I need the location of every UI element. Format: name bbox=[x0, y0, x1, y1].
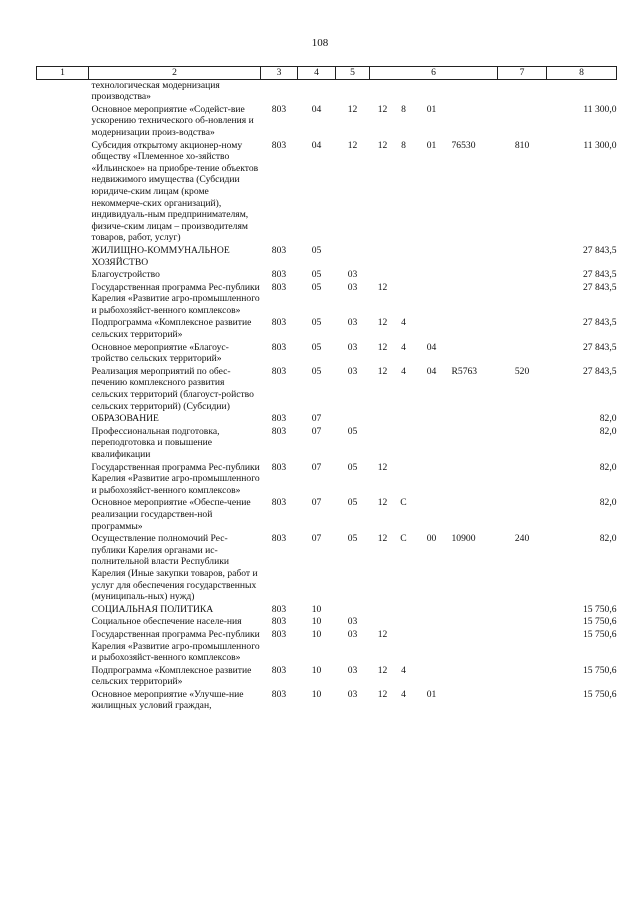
column-header-5: 5 bbox=[336, 67, 370, 80]
section-code-cell: 10 bbox=[311, 628, 322, 640]
table-header-row bbox=[37, 67, 617, 80]
section-code-cell: 05 bbox=[311, 281, 322, 293]
direction-code-cell bbox=[452, 425, 498, 461]
expense-type-cell: 810 bbox=[514, 139, 530, 151]
admin-code-cell: 803 bbox=[271, 413, 287, 425]
expense-type-cell bbox=[498, 244, 547, 268]
amount-cell: 27 843,5 bbox=[582, 269, 617, 281]
subprogram-code-cell bbox=[396, 461, 412, 497]
section-code-cell: 10 bbox=[311, 688, 322, 700]
measure-code-cell: 01 bbox=[426, 103, 437, 115]
amount-cell: 15 750,6 bbox=[582, 688, 617, 700]
amount-cell: 27 843,5 bbox=[582, 341, 617, 353]
subsection-code-cell bbox=[336, 79, 370, 103]
direction-code-cell bbox=[452, 316, 498, 340]
budget-table bbox=[36, 66, 617, 712]
admin-code-cell: 803 bbox=[271, 688, 287, 700]
measure-code-cell bbox=[412, 412, 452, 425]
row-name-cell: Профессиональная подготовка, переподготовка и повышение квалификации bbox=[91, 425, 220, 460]
admin-code-cell: 803 bbox=[271, 269, 287, 281]
subsection-code-cell: 03 bbox=[347, 317, 358, 329]
admin-code-cell: 803 bbox=[271, 461, 287, 473]
measure-code-cell bbox=[412, 461, 452, 497]
section-code-cell: 10 bbox=[311, 603, 322, 615]
direction-code-cell bbox=[452, 281, 498, 317]
table-row bbox=[37, 412, 617, 425]
program-code-cell: 12 bbox=[377, 688, 388, 700]
direction-code-cell: 10900 bbox=[451, 533, 476, 545]
program-code-cell: 12 bbox=[377, 317, 388, 329]
subsection-code-cell: 03 bbox=[347, 341, 358, 353]
admin-code-cell bbox=[261, 79, 298, 103]
row-name-cell: Подпрограмма «Комплексное развитие сельских территорий» bbox=[91, 317, 252, 341]
subsection-code-cell: 03 bbox=[347, 281, 358, 293]
measure-code-cell bbox=[412, 425, 452, 461]
measure-code-cell bbox=[412, 316, 452, 340]
direction-code-cell bbox=[452, 103, 498, 139]
expense-type-cell bbox=[498, 412, 547, 425]
measure-code-cell bbox=[412, 664, 452, 688]
program-code-cell bbox=[370, 615, 396, 628]
row-name-cell: Основное мероприятие «Улучше-ние жилищных условий граждан, bbox=[91, 688, 244, 712]
amount-cell: 27 843,5 bbox=[582, 317, 617, 329]
program-code-cell: 12 bbox=[377, 281, 388, 293]
expense-type-cell bbox=[498, 615, 547, 628]
row-name-cell: технологическая модернизация производства» bbox=[91, 79, 220, 103]
table-row bbox=[37, 341, 617, 365]
subprogram-code-cell bbox=[396, 425, 412, 461]
amount-cell: 15 750,6 bbox=[582, 603, 617, 615]
expense-type-cell bbox=[498, 496, 547, 532]
expense-type-cell bbox=[498, 664, 547, 688]
admin-code-cell: 803 bbox=[271, 425, 287, 437]
table-row bbox=[37, 628, 617, 664]
subprogram-code-cell: 8 bbox=[401, 139, 406, 151]
admin-code-cell: 803 bbox=[271, 139, 287, 151]
section-code-cell: 10 bbox=[311, 664, 322, 676]
subsection-code-cell: 03 bbox=[347, 628, 358, 640]
subsection-code-cell bbox=[336, 603, 370, 616]
subprogram-code-cell: 4 bbox=[401, 365, 406, 377]
measure-code-cell: 01 bbox=[426, 139, 437, 151]
amount-cell: 27 843,5 bbox=[582, 365, 617, 377]
subprogram-code-cell bbox=[396, 79, 412, 103]
measure-code-cell bbox=[412, 268, 452, 281]
direction-code-cell bbox=[452, 341, 498, 365]
program-code-cell: 12 bbox=[377, 341, 388, 353]
amount-cell: 82,0 bbox=[599, 533, 617, 545]
table-row bbox=[37, 79, 617, 103]
expense-type-cell: 520 bbox=[514, 365, 530, 377]
measure-code-cell bbox=[412, 281, 452, 317]
column-header-7: 7 bbox=[498, 67, 547, 80]
subprogram-code-cell bbox=[396, 628, 412, 664]
amount-cell: 11 300,0 bbox=[583, 139, 617, 151]
program-code-cell: 12 bbox=[377, 461, 388, 473]
table-row bbox=[37, 461, 617, 497]
subprogram-code-cell bbox=[396, 412, 412, 425]
admin-code-cell: 803 bbox=[271, 497, 287, 509]
subsection-code-cell: 05 bbox=[347, 425, 358, 437]
subprogram-code-cell bbox=[396, 281, 412, 317]
table-row bbox=[37, 688, 617, 712]
amount-cell: 82,0 bbox=[599, 413, 617, 425]
row-name-cell: Подпрограмма «Комплексное развитие сельских территорий» bbox=[91, 664, 252, 688]
subprogram-code-cell bbox=[396, 615, 412, 628]
subsection-code-cell: 05 bbox=[347, 497, 358, 509]
subprogram-code-cell: 4 bbox=[401, 664, 406, 676]
amount-cell: 27 843,5 bbox=[582, 244, 617, 256]
page-number: 108 bbox=[311, 37, 329, 49]
table-row bbox=[37, 103, 617, 139]
column-header-2: 2 bbox=[89, 67, 261, 80]
expense-type-cell bbox=[498, 316, 547, 340]
column-header-6: 6 bbox=[370, 67, 498, 80]
subsection-code-cell bbox=[336, 412, 370, 425]
expense-type-cell bbox=[498, 268, 547, 281]
table-row bbox=[37, 664, 617, 688]
table-row bbox=[37, 268, 617, 281]
amount-cell bbox=[547, 79, 617, 103]
program-code-cell bbox=[370, 603, 396, 616]
direction-code-cell bbox=[452, 664, 498, 688]
admin-code-cell: 803 bbox=[271, 281, 287, 293]
admin-code-cell: 803 bbox=[271, 244, 287, 256]
subsection-code-cell bbox=[336, 244, 370, 268]
measure-code-cell: 04 bbox=[426, 365, 437, 377]
program-code-cell: 12 bbox=[377, 533, 388, 545]
table-row bbox=[37, 244, 617, 268]
amount-cell: 15 750,6 bbox=[582, 664, 617, 676]
section-code-cell: 07 bbox=[311, 425, 322, 437]
expense-type-cell bbox=[498, 603, 547, 616]
table-row bbox=[37, 281, 617, 317]
section-code-cell: 07 bbox=[311, 497, 322, 509]
table-row bbox=[37, 139, 617, 244]
row-name-cell: Основное мероприятие «Благоус-тройство сельских территорий» bbox=[91, 341, 229, 365]
program-code-cell: 12 bbox=[377, 497, 388, 509]
subsection-code-cell: 03 bbox=[347, 688, 358, 700]
subprogram-code-cell: 4 bbox=[401, 341, 406, 353]
direction-code-cell bbox=[452, 461, 498, 497]
section-code-cell: 10 bbox=[311, 616, 322, 628]
subsection-code-cell: 05 bbox=[347, 533, 358, 545]
subsection-code-cell: 03 bbox=[347, 616, 358, 628]
amount-cell: 82,0 bbox=[599, 425, 617, 437]
subprogram-code-cell bbox=[396, 268, 412, 281]
section-code-cell: 04 bbox=[311, 103, 322, 115]
amount-cell: 82,0 bbox=[599, 461, 617, 473]
section-code-cell: 05 bbox=[311, 365, 322, 377]
section-code-cell: 05 bbox=[311, 317, 322, 329]
admin-code-cell: 803 bbox=[271, 664, 287, 676]
program-code-cell: 12 bbox=[377, 103, 388, 115]
amount-cell: 27 843,5 bbox=[582, 281, 617, 293]
subsection-code-cell: 03 bbox=[347, 365, 358, 377]
subprogram-code-cell bbox=[396, 244, 412, 268]
row-name-cell: Осуществление полномочий Рес-публики Карелия органами ис-полнительной власти Республики Карелия (Иные закупки товаров, работ и услуг для обеспечения государственных (муниципаль-ных) нужд) bbox=[91, 533, 258, 603]
row-name-cell: Основное мероприятие «Обеспе-чение реализации государствен-ной программы» bbox=[91, 497, 251, 532]
direction-code-cell bbox=[452, 244, 498, 268]
column-header-1: 1 bbox=[37, 67, 89, 80]
column-header-3: 3 bbox=[261, 67, 298, 80]
subsection-code-cell: 03 bbox=[347, 664, 358, 676]
subprogram-code-cell bbox=[396, 603, 412, 616]
amount-cell: 15 750,6 bbox=[582, 628, 617, 640]
measure-code-cell bbox=[412, 496, 452, 532]
row-name-cell: СОЦИАЛЬНАЯ ПОЛИТИКА bbox=[91, 603, 214, 615]
measure-code-cell: 01 bbox=[426, 688, 437, 700]
direction-code-cell bbox=[452, 615, 498, 628]
program-code-cell: 12 bbox=[377, 664, 388, 676]
row-name-cell: Субсидия открытому акционер-ному обществу «Племенное хо-зяйство «Ильинское» на приобре-тение объектов недвижимого имущества (Субсидии юридиче-ским лицам (кроме некоммерче-ских организаций), индивидуаль-ным предпринимателям, физиче-ским лицам – производителям товаров, работ, услуг) bbox=[91, 139, 259, 244]
expense-type-cell bbox=[498, 341, 547, 365]
direction-code-cell bbox=[452, 688, 498, 712]
direction-code-cell bbox=[452, 412, 498, 425]
column-header-8: 8 bbox=[547, 67, 617, 80]
table-row bbox=[37, 615, 617, 628]
measure-code-cell: 04 bbox=[426, 341, 437, 353]
amount-cell: 11 300,0 bbox=[583, 103, 617, 115]
amount-cell: 82,0 bbox=[599, 497, 617, 509]
subsection-code-cell: 12 bbox=[347, 103, 358, 115]
direction-code-cell: 76530 bbox=[451, 139, 476, 151]
admin-code-cell: 803 bbox=[271, 603, 287, 615]
subsection-code-cell: 12 bbox=[347, 139, 358, 151]
subprogram-code-cell: 4 bbox=[401, 317, 406, 329]
row-name-cell: Государственная программа Рес-публики Карелия «Развитие агро-промышленного и рыбохозяйст-венного комплексов» bbox=[91, 461, 260, 496]
section-code-cell bbox=[298, 79, 336, 103]
measure-code-cell bbox=[412, 244, 452, 268]
amount-cell: 15 750,6 bbox=[582, 616, 617, 628]
measure-code-cell bbox=[412, 615, 452, 628]
expense-type-cell bbox=[498, 425, 547, 461]
subsection-code-cell: 03 bbox=[347, 269, 358, 281]
row-name-cell: ЖИЛИЩНО-КОММУНАЛЬНОЕ ХОЗЯЙСТВО bbox=[91, 244, 230, 268]
row-name-cell: Реализация мероприятий по обес-печению комплексного развития сельских территорий (благоуст-ройство сельских территорий) (Субсидии) bbox=[91, 365, 254, 412]
program-code-cell bbox=[370, 412, 396, 425]
section-code-cell: 04 bbox=[311, 139, 322, 151]
direction-code-cell bbox=[452, 496, 498, 532]
measure-code-cell bbox=[412, 628, 452, 664]
table-row bbox=[37, 496, 617, 532]
section-code-cell: 07 bbox=[311, 461, 322, 473]
program-code-cell: 12 bbox=[377, 139, 388, 151]
table-row bbox=[37, 316, 617, 340]
direction-code-cell bbox=[452, 268, 498, 281]
row-name-cell: Благоустройство bbox=[91, 269, 160, 281]
admin-code-cell: 803 bbox=[271, 365, 287, 377]
table-row bbox=[37, 425, 617, 461]
expense-type-cell bbox=[498, 461, 547, 497]
subsection-code-cell: 05 bbox=[347, 461, 358, 473]
row-name-cell: Основное мероприятие «Содейст-вие ускорению технического об-новления и модернизации произ-водства» bbox=[91, 103, 254, 138]
admin-code-cell: 803 bbox=[271, 616, 287, 628]
admin-code-cell: 803 bbox=[271, 533, 287, 545]
admin-code-cell: 803 bbox=[271, 103, 287, 115]
subprogram-code-cell: 4 bbox=[401, 688, 406, 700]
direction-code-cell: R5763 bbox=[451, 365, 478, 377]
direction-code-cell bbox=[452, 79, 498, 103]
expense-type-cell bbox=[498, 79, 547, 103]
subprogram-code-cell: С bbox=[400, 497, 407, 509]
direction-code-cell bbox=[452, 628, 498, 664]
row-name-cell: ОБРАЗОВАНИЕ bbox=[91, 413, 159, 425]
program-code-cell bbox=[370, 79, 396, 103]
expense-type-cell bbox=[498, 628, 547, 664]
column-header-4: 4 bbox=[298, 67, 336, 80]
measure-code-cell bbox=[412, 79, 452, 103]
section-code-cell: 07 bbox=[311, 413, 322, 425]
expense-type-cell bbox=[498, 103, 547, 139]
table-row bbox=[37, 603, 617, 616]
subprogram-code-cell: 8 bbox=[401, 103, 406, 115]
program-code-cell: 12 bbox=[377, 628, 388, 640]
row-name-cell: Государственная программа Рес-публики Карелия «Развитие агро-промышленного и рыбохозяйст-венного комплексов» bbox=[91, 281, 260, 316]
program-code-cell bbox=[370, 268, 396, 281]
table-row bbox=[37, 532, 617, 603]
subprogram-code-cell: С bbox=[400, 533, 407, 545]
measure-code-cell: 00 bbox=[426, 533, 437, 545]
expense-type-cell: 240 bbox=[514, 533, 530, 545]
table-row bbox=[37, 365, 617, 412]
row-name-cell: Государственная программа Рес-публики Карелия «Развитие агро-промышленного и рыбохозяйст-венного комплексов» bbox=[91, 628, 260, 664]
admin-code-cell: 803 bbox=[271, 628, 287, 640]
measure-code-cell bbox=[412, 603, 452, 616]
program-code-cell bbox=[370, 244, 396, 268]
section-code-cell: 07 bbox=[311, 533, 322, 545]
section-code-cell: 05 bbox=[311, 244, 322, 256]
admin-code-cell: 803 bbox=[271, 317, 287, 329]
direction-code-cell bbox=[452, 603, 498, 616]
row-name-cell: Социальное обеспечение населе-ния bbox=[91, 616, 242, 628]
admin-code-cell: 803 bbox=[271, 341, 287, 353]
section-code-cell: 05 bbox=[311, 341, 322, 353]
expense-type-cell bbox=[498, 281, 547, 317]
program-code-cell: 12 bbox=[377, 365, 388, 377]
section-code-cell: 05 bbox=[311, 269, 322, 281]
table-body bbox=[37, 79, 617, 712]
program-code-cell bbox=[370, 425, 396, 461]
expense-type-cell bbox=[498, 688, 547, 712]
